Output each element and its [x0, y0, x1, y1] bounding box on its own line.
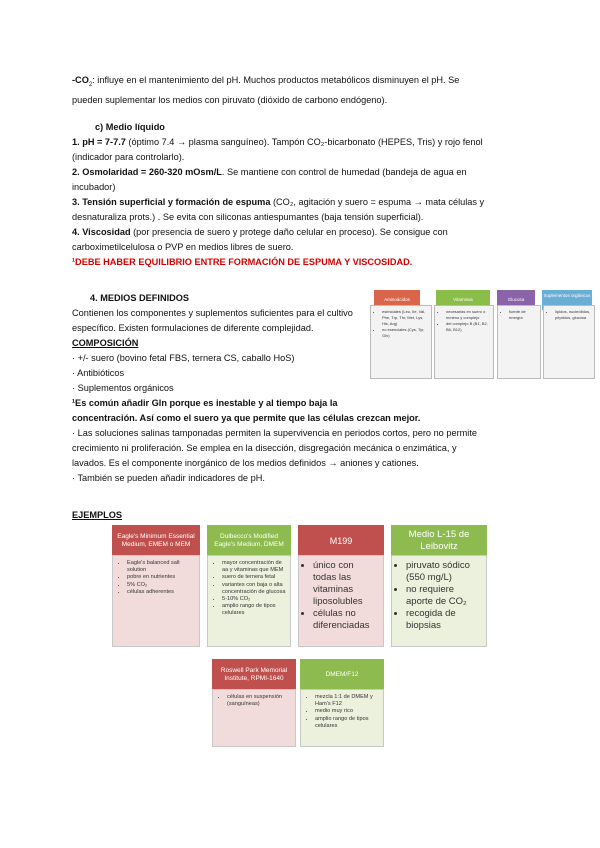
vitaminas-box: • necesarias en suero o mínimo y complejo • del complejo B (B1, B2, B6, B12)	[434, 305, 494, 379]
category-suplementos: Suplementos orgánicos	[542, 290, 592, 310]
card-m199-title: M199	[298, 525, 384, 557]
medio-liquido-list: 1. pH = 7-7.7 (óptimo 7.4 → plasma sanguíneo). Tampón CO₂-bicarbonato (HEPES, Tris) y rojo fenol (indicador para controlarlo). 2. Osmolaridad = 260-320 mOsm/L. Se mantiene con control de humedad (bandeja de agua en incubador) 3. Tensión superficial y formación de espuma (CO₂, agitación y suero = espuma → mata células y desnaturaliza prots.) . Se evita con siliconas antiespumantes (baja tensión superficial). 4. Viscosidad (por presencia de suero y protege daño celular en proceso). Se consigue con carboximetilcelulosa o PVP en medios libres de suero. ¹DEBE HABER EQUILIBRIO ENTRE FORMACIÓN DE ESPUMA Y VISCOSIDAD.	[72, 137, 485, 267]
card-rpmi-title: Roswell Park Memorial Institute, RPMI-1640	[212, 659, 296, 691]
aminoacidos-box: • esenciales (Leu, Ile, Val, Phe, Trp, Thr, Met, Lys, His, Arg) • no esenciales (Cys, Tyr, Gln)	[370, 305, 432, 379]
card-l15-body: • piruvato sódico (550 mg/L) • no requiere aporte de CO₂ • recogida de biopsias	[391, 555, 487, 647]
category-aminoacidos: Aminoácidos	[374, 290, 420, 310]
category-glucosa: Glucosa	[497, 290, 535, 310]
card-m199-body: • único con todas las vitaminas liposolubles • células no diferenciadas	[298, 555, 384, 647]
card-dmem-title: Dulbecco's Modified Eagle's Medium, DMEM	[207, 525, 291, 557]
card-dmemf12-title: DMEM/F12	[300, 659, 384, 691]
co2-label: -CO	[72, 75, 89, 85]
card-dmem-body: • mayor concentración de aa y vitaminas que MEM • suero de ternera fetal • variantes con baja o alta concentración de glucosa • 5-10% CO₂ • amplio rango de tipos celulares	[207, 555, 291, 647]
card-dmemf12-body: • mezcla 1:1 de DMEM y Ham's F12 • medio muy rico • amplio rango de tipos celulares	[300, 689, 384, 747]
suplementos-box: • lípidos, nucleótidos, péptidos, glucosa	[543, 305, 595, 379]
section-heading-medio-liquido: c) Medio líquido	[95, 122, 165, 132]
card-emem-body: • Eagle's balanced salt solution • pobre en nutrientes • 5% CO₂ • células adherentes	[112, 555, 200, 647]
card-rpmi-body: • células en suspensión (sanguíneas)	[212, 689, 296, 747]
ejemplos-heading: EJEMPLOS	[72, 510, 123, 520]
warning-note: ¹DEBE HABER EQUILIBRIO ENTRE FORMACIÓN DE ESPUMA Y VISCOSIDAD.	[72, 257, 413, 267]
medios-definidos-body: concentración. Así como el suero ya que permite que las células crezcan mejor. · Las soluciones salinas tamponadas permiten la supervivencia en periodos cortos, pero no permite crecimiento ni proliferación. Se emplea en la disección, disgregación mecánica o enzimática, y lavados. Es el componente inorgánico de los medios definidos → aniones y cationes. · También se pueden añadir indicadores de pH.	[72, 413, 477, 483]
co2-paragraph: $-CO_2$: influye en el mantenimiento del pH. Muchos productos metabólicos disminuyen el pH. Se pueden suplementar los medios con piruvato (dióxido de carbono endógeno).	[72, 75, 460, 105]
card-l15-title: Medio L-15 de Leibovitz	[391, 525, 487, 557]
category-vitaminas: Vitaminas	[436, 290, 490, 310]
card-emem-title: Eagle's Minimum Essential Medium, EMEM o MEM	[112, 525, 200, 557]
composicion-heading: COMPOSICIÓN	[72, 338, 139, 348]
section-heading-medios-definidos: 4. MEDIOS DEFINIDOS	[90, 293, 190, 303]
medios-definidos-intro: Contienen los componentes y suplementos suficientes para el cultivo específico. Existen formulaciones de diferente complejidad. COMPOSICIÓN · +/- suero (bovino fetal FBS, ternera CS, caballo HoS) · Antibióticos · Suplementos orgánicos ¹Es común añadir Gln porque es inestable y al tiempo baja la	[72, 308, 353, 408]
glucosa-box: • fuente de energía	[497, 305, 541, 379]
